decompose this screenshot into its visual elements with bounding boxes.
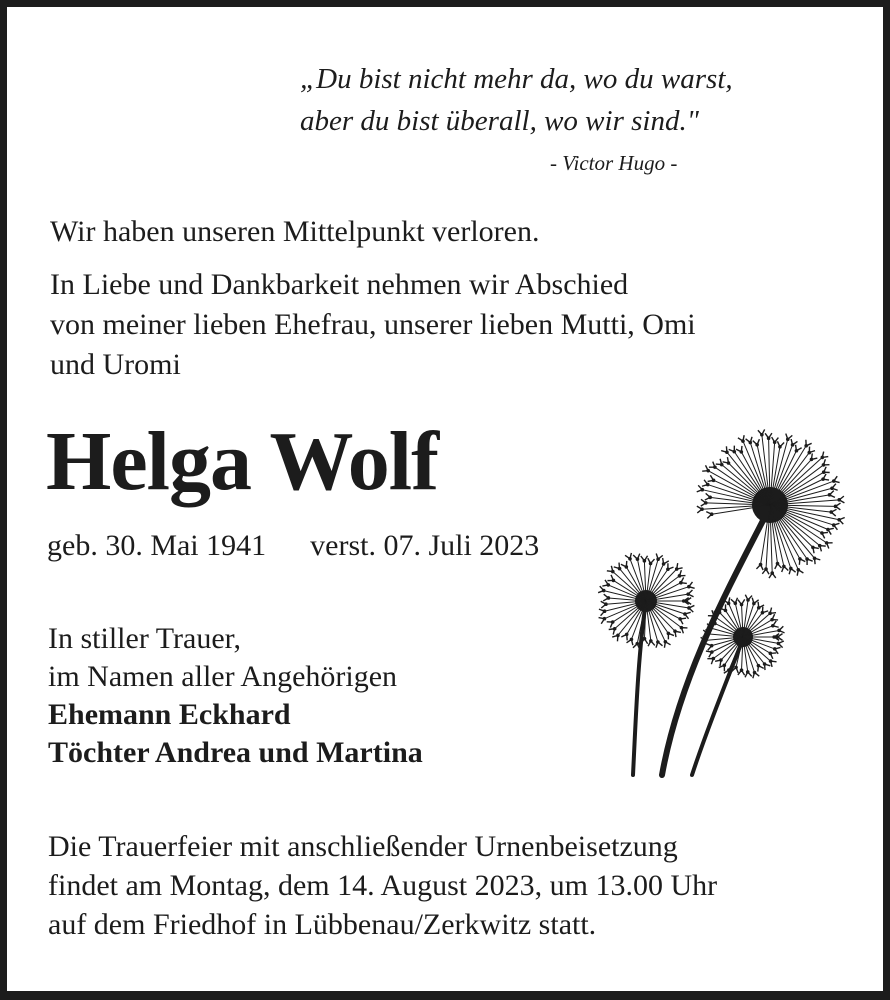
- farewell-line: In Liebe und Dankbarkeit nehmen wir Abschied: [50, 268, 629, 301]
- ceremony-info: [48, 827, 717, 944]
- quote-author: - Victor Hugo -: [550, 151, 678, 175]
- mourner-name: Ehemann Eckhard: [48, 698, 291, 731]
- birth-date: geb. 30. Mai 1941: [47, 529, 267, 562]
- dandelion-icon: [580, 415, 860, 785]
- ceremony-line: auf dem Friedhof in Lübbenau/Zerkwitz statt.: [48, 908, 597, 941]
- quote-block: [300, 58, 733, 175]
- intro-text: [50, 212, 539, 252]
- farewell-line: von meiner lieben Ehefrau, unserer lieben Mutti, Omi: [50, 308, 696, 341]
- ceremony-line: Die Trauerfeier mit anschließender Urnenbeisetzung: [48, 830, 678, 863]
- death-date: verst. 07. Juli 2023: [310, 529, 540, 562]
- life-dates: [47, 527, 539, 565]
- farewell-text: [50, 265, 696, 385]
- mourners-block: [48, 620, 423, 772]
- mourner-name: Töchter Andrea und Martina: [48, 736, 423, 769]
- mourners-line: im Namen aller Angehörigen: [48, 660, 398, 693]
- farewell-line: und Uromi: [50, 348, 181, 381]
- mourners-line: In stiller Trauer,: [48, 622, 241, 655]
- deceased-name: Helga Wolf: [46, 415, 439, 508]
- ceremony-line: findet am Montag, dem 14. August 2023, um 13.00 Uhr: [48, 869, 718, 902]
- quote-line: aber du bist überall, wo wir sind.": [300, 105, 699, 137]
- intro-line: Wir haben unseren Mittelpunkt verloren.: [50, 215, 540, 248]
- quote-line: „Du bist nicht mehr da, wo du warst,: [300, 63, 733, 95]
